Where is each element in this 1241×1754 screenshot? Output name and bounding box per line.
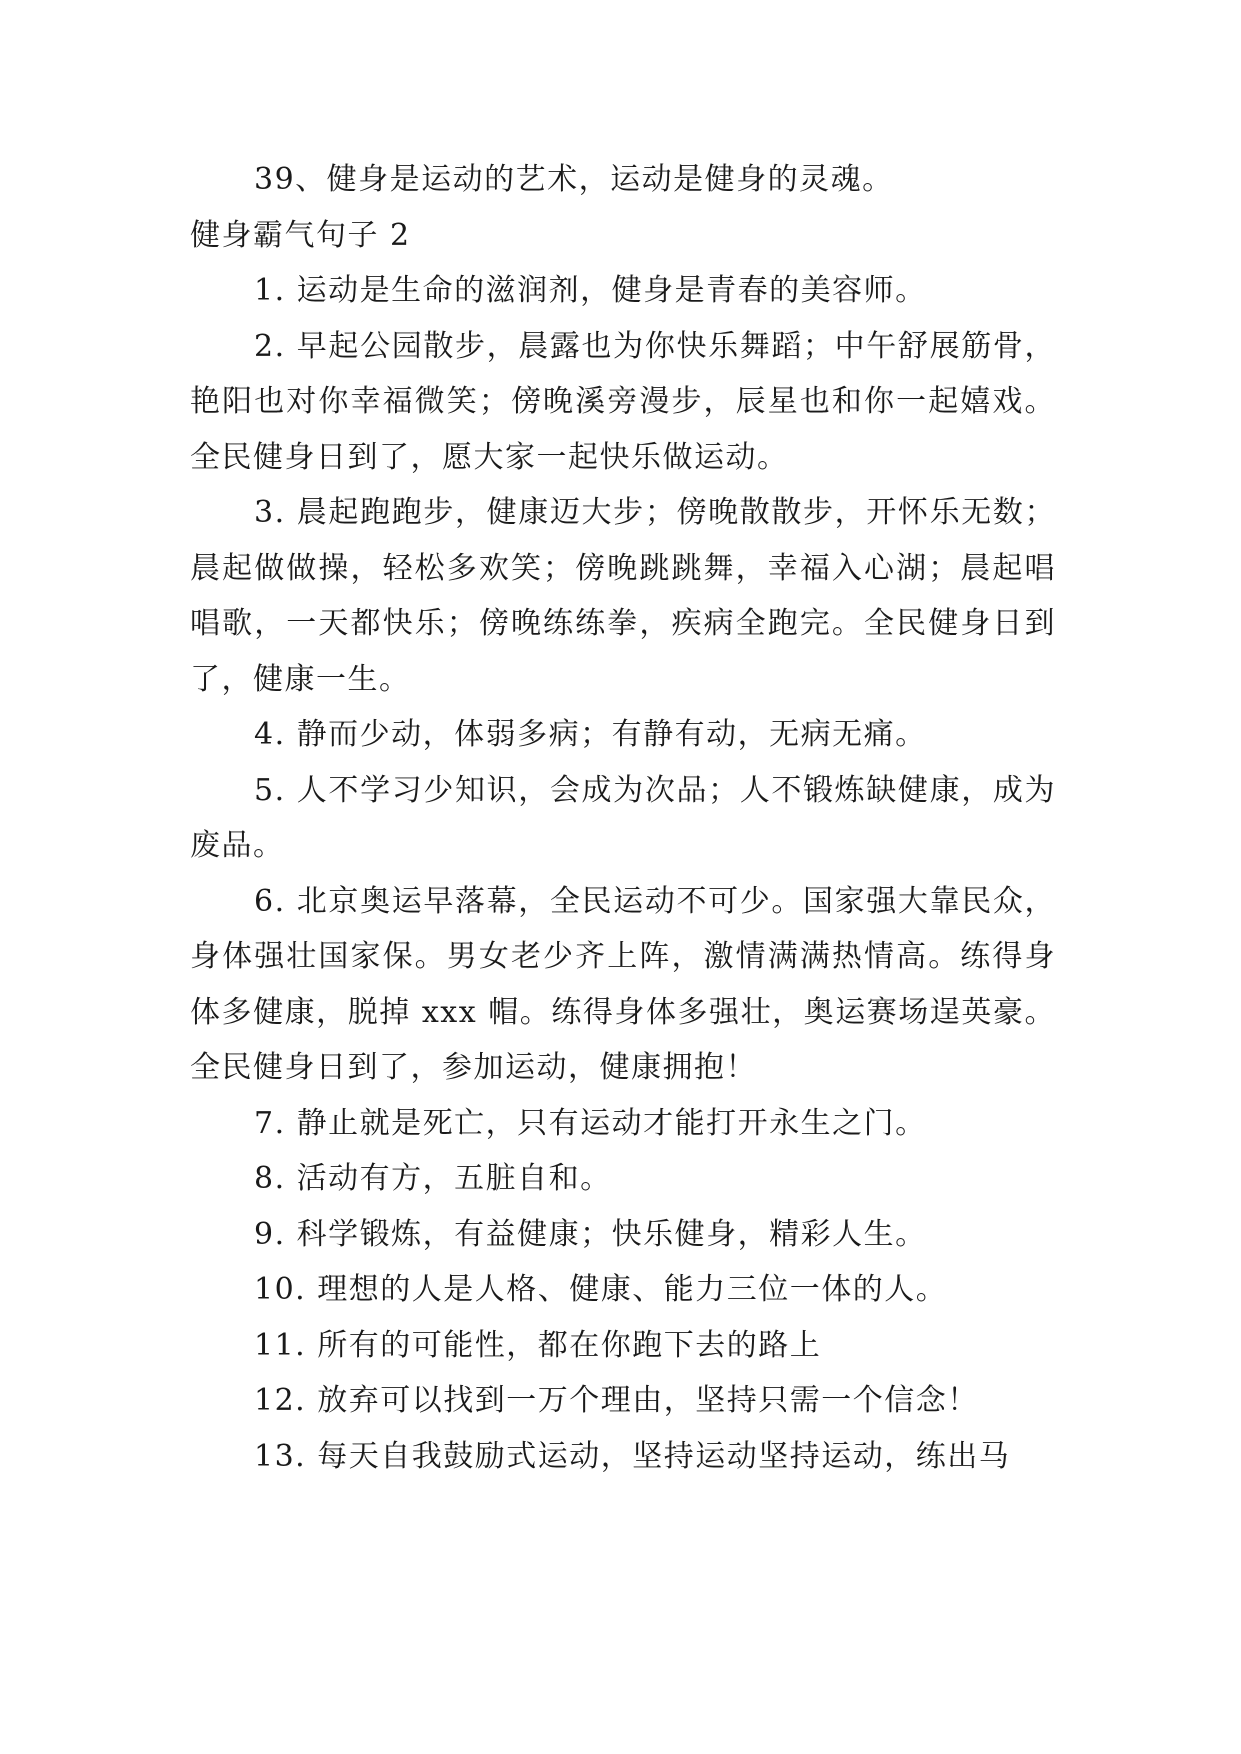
- list-item-11: 11. 所有的可能性，都在你跑下去的路上: [254, 1327, 822, 1363]
- list-item-1: 1. 运动是生命的滋润剂，健身是青春的美容师。: [254, 273, 927, 308]
- list-item-10: 10. 理想的人是人格、健康、能力三位一体的人。: [254, 1272, 948, 1307]
- list-item-9: 9. 科学锻炼，有益健康；快乐健身，精彩人生。: [254, 1216, 927, 1252]
- list-item-13: 13. 每天自我鼓励式运动，坚持运动坚持运动，练出马: [254, 1438, 1011, 1474]
- list-item-3: 3. 晨起跑跑步，健康迈大步；傍晚散散步，开怀乐无数；晨起做做操，轻松多欢笑；傍晚跳跳舞，幸福入心湖；晨起唱唱歌，一天都快乐；傍晚练练拳，疾病全跑完。全民健身日到了，健康一生。: [190, 495, 1056, 697]
- list-item-4: 4. 静而少动，体弱多病；有静有动，无病无痛。: [254, 717, 927, 752]
- list-item-7: 7. 静止就是死亡，只有运动才能打开永生之门。: [254, 1105, 927, 1141]
- section-heading: 健身霸气句子 2: [190, 217, 411, 253]
- list-item-39: 39、健身是运动的艺术，运动是健身的灵魂。: [254, 162, 894, 197]
- list-item-8: 8. 活动有方，五脏自和。: [254, 1161, 612, 1196]
- document-body: [190, 152, 1056, 1484]
- list-item-5: 5. 人不学习少知识，会成为次品；人不锻炼缺健康，成为废品。: [190, 772, 1056, 863]
- list-item-12: 12. 放弃可以找到一万个理由，坚持只需一个信念！: [254, 1383, 979, 1418]
- list-item-6: 6. 北京奥运早落幕，全民运动不可少。国家强大靠民众，身体强壮国家保。男女老少齐上阵，激情满满热情高。练得身体多健康，脱掉 xxx 帽。练得身体多强壮，奥运赛场逞英豪。全民健身日到了，参加运动，健康拥抱！: [190, 883, 1056, 1085]
- list-item-2: 2. 早起公园散步，晨露也为你快乐舞蹈；中午舒展筋骨，艳阳也对你幸福微笑；傍晚溪旁漫步，辰星也和你一起嬉戏。全民健身日到了，愿大家一起快乐做运动。: [190, 328, 1056, 475]
